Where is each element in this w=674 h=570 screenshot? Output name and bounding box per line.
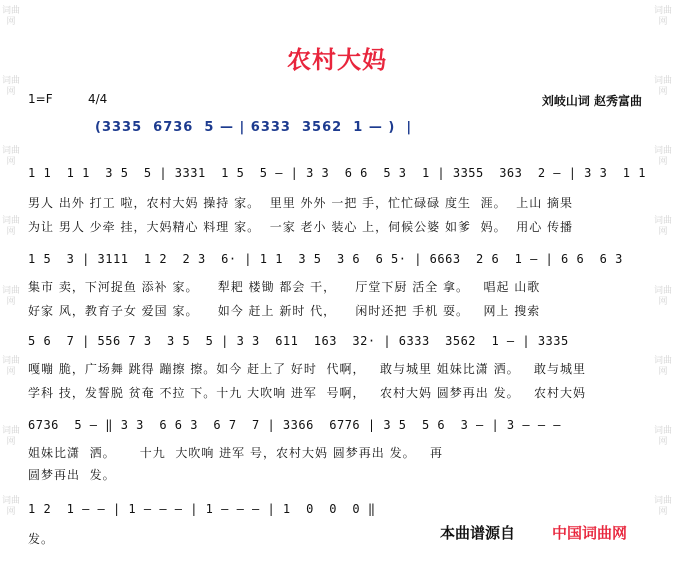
watermark-left: 词曲网 词曲网 词曲网 词曲网 词曲网 词曲网 词曲网 词曲网 [1, 6, 20, 517]
lyric-line-3a: 嘎嘣 脆，广场舞 跳得 蹦擦 擦。如今 赶上了 好时 代啊， 敢与城里 姐妹比潇 洒。 敢与城里 [28, 362, 587, 376]
credits: 刘岐山词 赵秀富曲 [541, 94, 642, 108]
key-signature: 1=F [28, 92, 53, 106]
notation-line-5: 1 2 1 — — | 1 — — — | 1 — — — | 1 0 0 0 ‖ [28, 502, 376, 516]
lyric-line-1a: 男人 出外 打工 啦，农村大妈 操持 家。 里里 外外 一把 手，忙忙碌碌 度生 涯。 上山 摘果 [28, 196, 574, 210]
notation-line-4: 6736 5 — ‖ 3 3 6 6 3 6 7 7 | 3366 6776 | 3 5 5 6 3 — | 3 — — — [28, 418, 561, 432]
song-title: 农村大妈 [287, 46, 387, 74]
time-signature: 4/4 [88, 92, 108, 106]
lyric-line-4a: 姐妹比潇 洒。 十九 大吹响 进军 号，农村大妈 圆梦再出 发。 再 [28, 446, 444, 460]
lyric-line-2a: 集市 卖，下河捉鱼 添补 家。 犁耙 楼锄 都会 干， 厅堂下厨 活全 拿。 唱起 山歌 [28, 280, 541, 294]
notation-line-3: 5 6 7 | 556 7 3 3 5 5 | 3 3 611 163 32· | 6333 3562 1 — | 3335 [28, 334, 569, 348]
source-label: 本曲谱源自 [440, 524, 516, 542]
watermark-right: 词曲网 词曲网 词曲网 词曲网 词曲网 词曲网 词曲网 词曲网 [653, 6, 672, 517]
notation-line-2: 1 5 3 | 3111 1 2 2 3 6· | 1 1 3 5 3 6 6 5· | 6663 2 6 1 — | 6 6 6 3 [28, 252, 623, 266]
notation-line-1: 1 1 1 1 3 5 5 | 3331 1 5 5 — | 3 3 6 6 5 3 1 | 3355 363 2 — | 3 3 1 1 [28, 166, 646, 180]
lyric-line-1b: 为让 男人 少牵 挂，大妈精心 料理 家。 一家 老小 装心 上，伺候公婆 如爹 妈。 用心 传播 [28, 220, 574, 234]
lyric-line-5: 发。 [28, 532, 55, 546]
lyric-line-3b: 学科 技，发誓脱 贫奄 不拉 下。十九 大吹响 进军 号啊， 农村大妈 圆梦再出 发。 农村大妈 [28, 386, 587, 400]
lyric-line-4b: 圆梦再出 发。 [28, 468, 116, 482]
prelude-notation: (3335 6736 5 — | 6333 3562 1 — ) | [95, 120, 413, 135]
source-site-link[interactable]: 中国词曲网 [552, 524, 628, 542]
lyric-line-2b: 好家 风，教育子女 爱国 家。 如今 赶上 新时 代， 闲时还把 手机 耍。 网上 搜索 [28, 304, 541, 318]
